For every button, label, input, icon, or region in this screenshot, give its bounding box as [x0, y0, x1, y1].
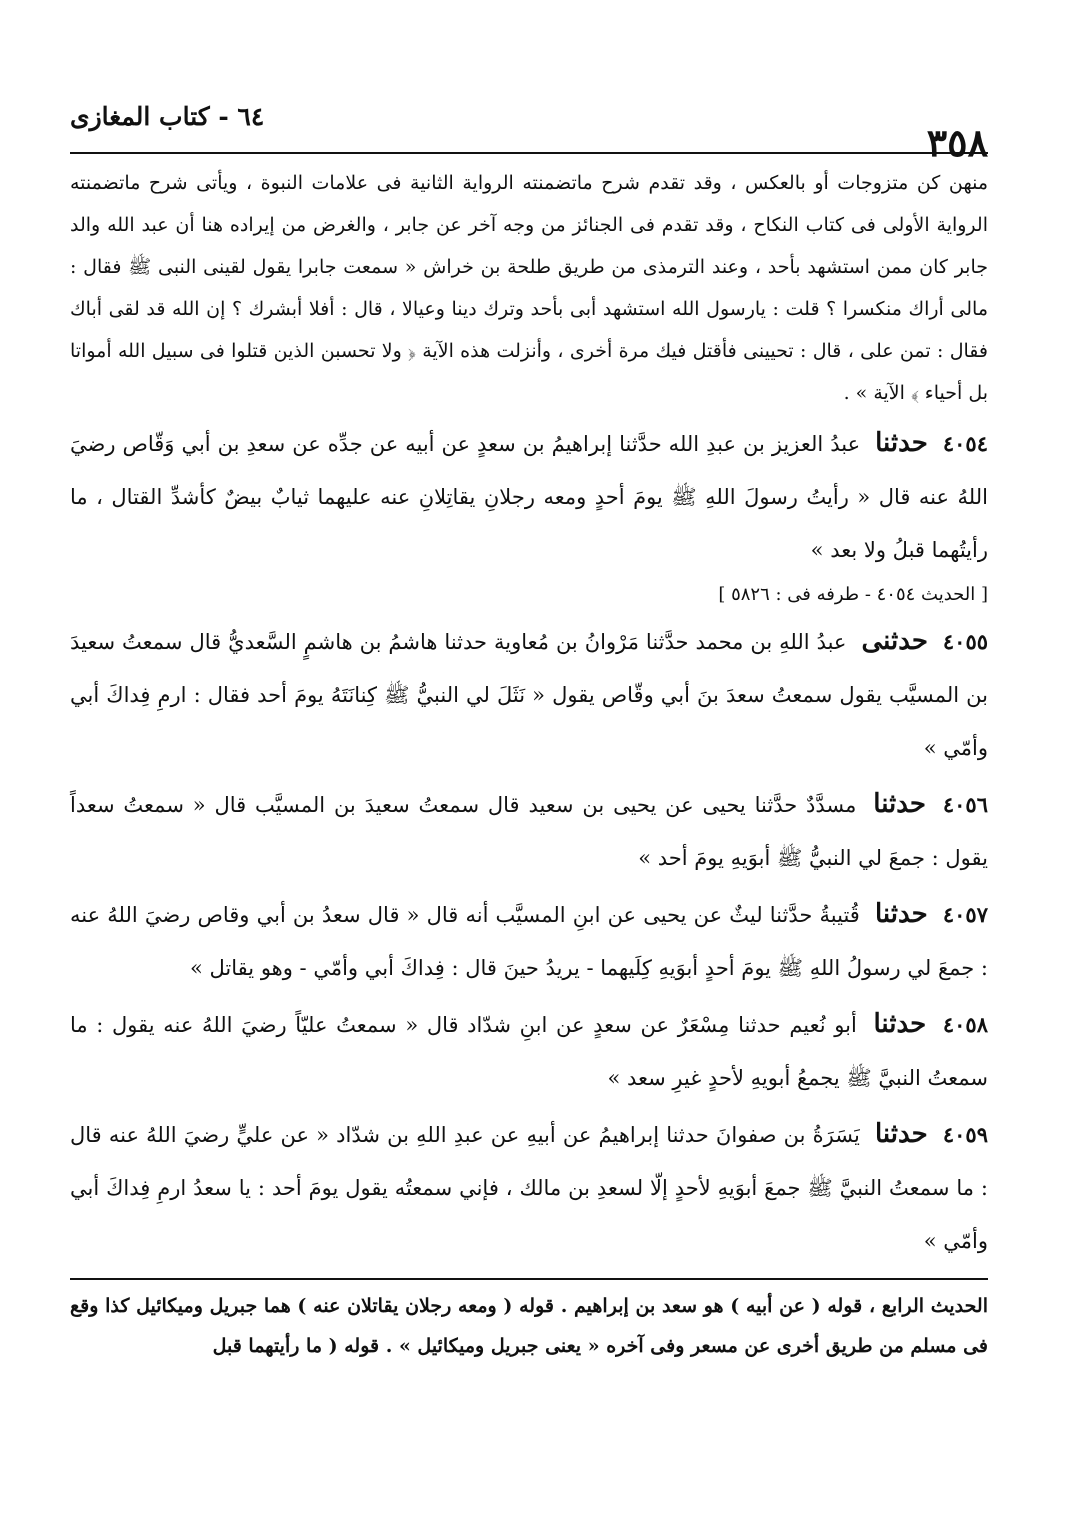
hadith-text: عبدُ العزيز بن عبدِ الله حدَّثنا إبراهيمُ بن سعدٍ عن أبيه عن جدِّه عن سعدِ بن أبي وَقّاص رضيَ اللهُ عنه قال « رأيتُ رسولَ اللهِ ﷺ يومَ أحدٍ ومعه رجلانِ يقاتِلانِ عنه عليهما ثيابٌ بيضٌ كأشدِّ القتال ، ما رأيتُهما قبلُ ولا بعد »	[70, 432, 988, 562]
hadith-text: قُتيبةُ حدَّثنا ليثٌ عن يحيى عن ابنِ المسيَّب أنه قال « قال سعدُ بن أبي وقاص رضيَ اللهُ عنه : جمعَ لي رسولُ اللهِ ﷺ يومَ أحدٍ أبوَيهِ كِلَيهما - يريدُ حينَ قال : فِداكَ أبي وأمّي - وهو يقاتل »	[70, 903, 988, 980]
hadith-4059	[70, 1108, 988, 1268]
cross-reference-note: [ الحديث ٤٠٥٤ - طرفه فى : ٥٨٢٦ ]	[718, 584, 988, 605]
hadith-number: ٤٠٥٦	[942, 792, 988, 817]
page-body	[70, 162, 988, 1366]
page-number: ٣٥٨	[926, 120, 988, 165]
hadith-4057	[70, 888, 988, 995]
running-title: ٦٤ - كتاب المغازى	[70, 102, 265, 131]
hadith-opening-word: حدثنا	[875, 428, 928, 458]
hadith-text: أبو نُعيم حدثنا مِسْعَرٌ عن سعدٍ عن ابنِ شدّاد قال « سمعتُ عليّاً رضيَ اللهُ عنه يقول : ما سمعتُ النبيَّ ﷺ يجمعُ أبويهِ لأحدٍ غيرِ سعد »	[70, 1013, 988, 1090]
hadith-opening-word: حدثنى	[861, 626, 928, 656]
hadith-4058	[70, 998, 988, 1105]
page-header	[70, 100, 988, 165]
hadith-number: ٤٠٥٩	[942, 1122, 988, 1147]
hadith-4054	[70, 417, 988, 577]
hadith-opening-word: حدثنا	[873, 789, 927, 819]
hadith-4055	[70, 615, 988, 775]
hadith-opening-word: حدثنا	[874, 1119, 928, 1149]
hadith-text: عبدُ اللهِ بن محمد حدَّثنا مَرْوانُ بن مُعاوية حدثنا هاشمُ بن هاشمٍ السَّعديُّ قال سمعتُ سعيدَ بن المسيَّب يقول سمعتُ سعدَ بنَ أبي وقّاص يقول « نَثَلَ لي النبيُّ ﷺ كِنانَتَهُ يومَ أحد فقال : ارمِ فِداكَ أبي وأمّي »	[70, 630, 988, 760]
hadith-number: ٤٠٥٨	[942, 1012, 988, 1037]
hadith-4056	[70, 778, 988, 885]
hadith-opening-word: حدثنا	[873, 1009, 927, 1039]
hadith-opening-word: حدثنا	[874, 899, 928, 929]
footnote-commentary: الحديث الرابع ، قوله ( عن أبيه ) هو سعد بن إبراهيم . قوله ( ومعه رجلان يقاتلان عنه ) هما جبريل وميكائيل كذا وقع فى مسلم من طريق أخرى عن مسعر وفى آخره « يعنى جبريل وميكائيل » . قوله ( ما رأيتهما قبل	[70, 1295, 988, 1357]
hadith-number: ٤٠٥٧	[942, 902, 988, 927]
commentary-paragraph: منهن كن متزوجات أو بالعكس ، وقد تقدم شرح ماتضمنته الرواية الثانية فى علامات النبوة ، ويأتى شرح ماتضمنته الرواية الأولى فى كتاب النكاح ، وقد تقدم فى الجنائز من وجه آخر عن جابر ، والغرض من إيراده هنا أن عبد الله والد جابر كان ممن استشهد بأحد ، وعند الترمذى من طريق طلحة بن خراش « سمعت جابرا يقول لقينى النبى ﷺ فقال : مالى أراك منكسرا ؟ قلت : يارسول الله استشهد أبى بأحد وترك دينا وعيالا ، قال : أفلا أبشرك ؟ إن الله قد لقى أباك فقال : تمن على ، قال : تحيينى فأقتل فيك مرة أخرى ، وأنزلت هذه الآية ﴿ ولا تحسبن الذين قتلوا فى سبيل الله أمواتا بل أحياء ﴾ الآية » .	[70, 172, 988, 404]
hadith-number: ٤٠٥٥	[942, 629, 989, 654]
hadith-text: يَسَرَةُ بن صفوانَ حدثنا إبراهيمُ عن أبيهِ عن عبدِ اللهِ بن شدّاد « عن عليٍّ رضيَ اللهُ عنه قال : ما سمعتُ النبيَّ ﷺ جمعَ أبوَيهِ لأحدٍ إلّا لسعدِ بن مالك ، فإني سمعتُه يقول يومَ أحد : يا سعدُ ارمِ فِداكَ أبي وأمّي »	[70, 1123, 988, 1253]
hadith-number: ٤٠٥٤	[942, 431, 988, 456]
footnote-divider	[70, 1278, 988, 1280]
hadith-text: مسدَّدٌ حدَّثنا يحيى عن يحيى بن سعيد قال سمعتُ سعيدَ بن المسيَّب قال « سمعتُ سعداً يقول : جمعَ لي النبيُّ ﷺ أبوَيهِ يومَ أحد »	[70, 793, 988, 870]
